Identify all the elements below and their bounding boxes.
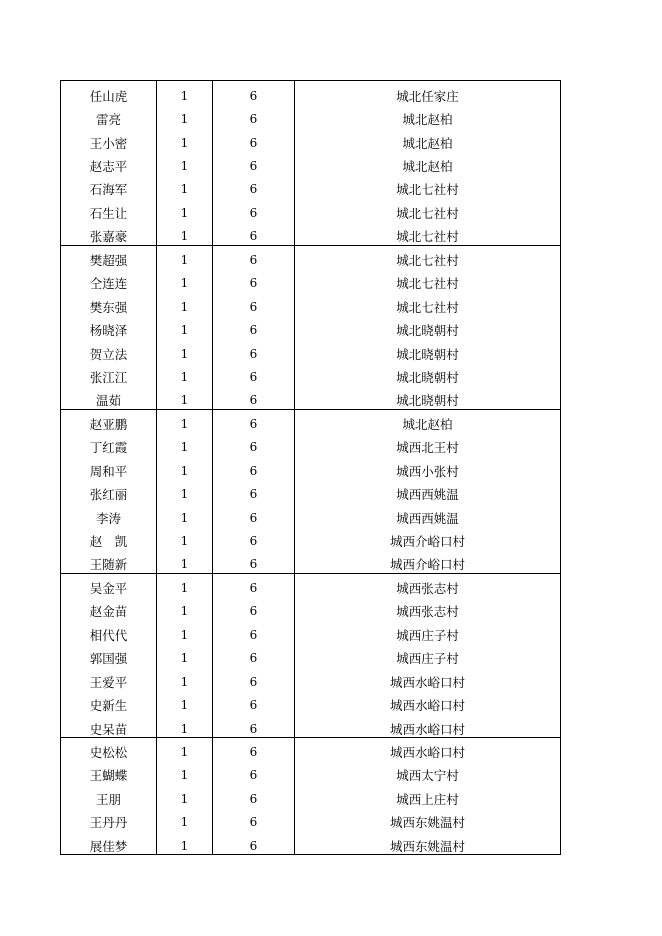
address-cell: 城西水峪口村 — [389, 698, 465, 714]
number-cell: 6 — [213, 410, 295, 432]
table-row — [61, 409, 560, 432]
name-cell: 仝连连 — [61, 269, 157, 292]
address-cell: 城西水峪口村 — [389, 674, 465, 690]
address-cell: 城西水峪口村 — [389, 745, 465, 761]
count-cell: 1 — [157, 433, 213, 456]
count-cell: 1 — [157, 550, 213, 573]
count-cell: 1 — [157, 808, 213, 831]
table-row — [61, 386, 560, 409]
number-cell: 6 — [213, 574, 295, 596]
name-cell: 郭国强 — [61, 644, 157, 667]
table-row — [61, 667, 560, 690]
address-cell: 城西庄子村 — [396, 627, 459, 643]
number-cell: 6 — [213, 128, 295, 151]
address-cell: 城北赵柏 — [402, 417, 453, 433]
address-cell: 城北晓朝村 — [396, 323, 459, 339]
table-row — [61, 831, 560, 854]
number-cell: 6 — [213, 526, 295, 549]
name-cell: 相代代 — [61, 620, 157, 643]
address-cell: 城北晓朝村 — [396, 346, 459, 362]
number-cell: 6 — [213, 433, 295, 456]
count-cell: 1 — [157, 292, 213, 315]
address-cell: 城西水峪口村 — [389, 721, 465, 737]
count-cell: 1 — [157, 81, 213, 104]
name-cell: 赵志平 — [61, 151, 157, 174]
name-cell: 任山虎 — [61, 81, 157, 104]
count-cell: 1 — [157, 738, 213, 760]
count-cell: 1 — [157, 667, 213, 690]
count-cell: 1 — [157, 315, 213, 338]
name-cell: 展佳梦 — [61, 831, 157, 854]
number-cell: 6 — [213, 503, 295, 526]
table-row — [61, 503, 560, 526]
name-cell: 王爱平 — [61, 667, 157, 690]
name-cell: 樊东强 — [61, 292, 157, 315]
count-cell: 1 — [157, 761, 213, 784]
number-cell: 6 — [213, 620, 295, 643]
count-cell: 1 — [157, 479, 213, 502]
table-row — [61, 644, 560, 667]
number-cell: 6 — [213, 550, 295, 573]
address-cell: 城西介峪口村 — [389, 534, 465, 550]
name-cell: 石生让 — [61, 198, 157, 221]
name-cell: 王小密 — [61, 128, 157, 151]
count-cell: 1 — [157, 246, 213, 268]
number-cell: 6 — [213, 738, 295, 760]
name-cell: 王蝴蝶 — [61, 761, 157, 784]
name-cell: 温茹 — [61, 386, 157, 409]
address-cell: 城西介峪口村 — [389, 557, 465, 573]
number-cell: 6 — [213, 644, 295, 667]
data-table — [60, 80, 561, 855]
number-cell: 6 — [213, 386, 295, 409]
name-cell: 张红丽 — [61, 479, 157, 502]
number-cell: 6 — [213, 808, 295, 831]
name-cell: 石海军 — [61, 175, 157, 198]
number-cell: 6 — [213, 597, 295, 620]
name-cell: 史新生 — [61, 690, 157, 713]
table-row — [61, 222, 560, 245]
number-cell: 6 — [213, 269, 295, 292]
address-cell: 城北七社村 — [396, 299, 459, 315]
table-row — [61, 128, 560, 151]
count-cell: 1 — [157, 104, 213, 127]
count-cell: 1 — [157, 456, 213, 479]
address-cell: 城北赵柏 — [402, 112, 453, 128]
count-cell: 1 — [157, 784, 213, 807]
number-cell: 6 — [213, 198, 295, 221]
name-cell: 李涛 — [61, 503, 157, 526]
table-row — [61, 362, 560, 385]
table-row — [61, 339, 560, 362]
table-row — [61, 315, 560, 338]
count-cell: 1 — [157, 597, 213, 620]
number-cell: 6 — [213, 761, 295, 784]
count-cell: 1 — [157, 222, 213, 245]
name-cell: 丁红霞 — [61, 433, 157, 456]
table-row — [61, 198, 560, 221]
count-cell: 1 — [157, 128, 213, 151]
number-cell: 6 — [213, 362, 295, 385]
number-cell: 6 — [213, 456, 295, 479]
address-cell: 城西西姚温 — [396, 487, 459, 503]
count-cell: 1 — [157, 339, 213, 362]
name-cell: 赵金苗 — [61, 597, 157, 620]
number-cell: 6 — [213, 784, 295, 807]
name-cell: 王随新 — [61, 550, 157, 573]
address-cell: 城西东姚温村 — [389, 838, 465, 854]
count-cell: 1 — [157, 198, 213, 221]
table-row — [61, 456, 560, 479]
number-cell: 6 — [213, 690, 295, 713]
table-row — [61, 620, 560, 643]
table-row — [61, 245, 560, 268]
count-cell: 1 — [157, 714, 213, 737]
table-row — [61, 479, 560, 502]
count-cell: 1 — [157, 503, 213, 526]
number-cell: 6 — [213, 831, 295, 854]
number-cell: 6 — [213, 479, 295, 502]
name-cell: 赵亚鹏 — [61, 410, 157, 432]
address-cell: 城西北王村 — [396, 440, 459, 456]
number-cell: 6 — [213, 246, 295, 268]
number-cell: 6 — [213, 104, 295, 127]
address-cell: 城北七社村 — [396, 229, 459, 245]
number-cell: 6 — [213, 151, 295, 174]
table-row — [61, 433, 560, 456]
number-cell: 6 — [213, 81, 295, 104]
table-row — [61, 690, 560, 713]
count-cell: 1 — [157, 526, 213, 549]
name-cell: 史松松 — [61, 738, 157, 760]
table-row — [61, 175, 560, 198]
number-cell: 6 — [213, 315, 295, 338]
name-cell: 张江江 — [61, 362, 157, 385]
address-cell: 城北七社村 — [396, 205, 459, 221]
number-cell: 6 — [213, 222, 295, 245]
number-cell: 6 — [213, 292, 295, 315]
table-row — [61, 151, 560, 174]
name-cell: 杨晓泽 — [61, 315, 157, 338]
address-cell: 城北晓朝村 — [396, 393, 459, 409]
count-cell: 1 — [157, 362, 213, 385]
address-cell: 城北赵柏 — [402, 159, 453, 175]
address-cell: 城西上庄村 — [396, 791, 459, 807]
number-cell: 6 — [213, 714, 295, 737]
name-cell: 樊超强 — [61, 246, 157, 268]
table-row — [61, 597, 560, 620]
count-cell: 1 — [157, 644, 213, 667]
table-row — [61, 714, 560, 737]
count-cell: 1 — [157, 574, 213, 596]
count-cell: 1 — [157, 690, 213, 713]
table-row — [61, 269, 560, 292]
table-row — [61, 573, 560, 596]
count-cell: 1 — [157, 831, 213, 854]
name-cell: 贺立法 — [61, 339, 157, 362]
table-row — [61, 808, 560, 831]
name-cell: 雷亮 — [61, 104, 157, 127]
table-row — [61, 104, 560, 127]
number-cell: 6 — [213, 175, 295, 198]
address-cell: 城西西姚温 — [396, 510, 459, 526]
address-cell: 城北任家庄 — [396, 88, 459, 104]
count-cell: 1 — [157, 620, 213, 643]
table-row — [61, 784, 560, 807]
address-cell: 城北七社村 — [396, 276, 459, 292]
name-cell: 王朋 — [61, 784, 157, 807]
address-cell: 城北晓朝村 — [396, 369, 459, 385]
table-row — [61, 761, 560, 784]
number-cell: 6 — [213, 667, 295, 690]
count-cell: 1 — [157, 386, 213, 409]
address-cell: 城西太宁村 — [396, 768, 459, 784]
name-cell: 张嘉豪 — [61, 222, 157, 245]
count-cell: 1 — [157, 175, 213, 198]
name-cell: 王丹丹 — [61, 808, 157, 831]
address-cell: 城西小张村 — [396, 463, 459, 479]
address-cell: 城北赵柏 — [402, 135, 453, 151]
count-cell: 1 — [157, 151, 213, 174]
count-cell: 1 — [157, 269, 213, 292]
address-cell: 城西张志村 — [396, 604, 459, 620]
address-cell: 城西庄子村 — [396, 651, 459, 667]
address-cell: 城西东姚温村 — [389, 815, 465, 831]
name-cell: 吴金平 — [61, 574, 157, 596]
table-row — [61, 550, 560, 573]
table-row — [61, 737, 560, 760]
count-cell: 1 — [157, 410, 213, 432]
address-cell: 城北七社村 — [396, 253, 459, 269]
name-cell: 史呆苗 — [61, 714, 157, 737]
name-cell: 赵 凯 — [61, 526, 157, 549]
table-row — [61, 526, 560, 549]
address-cell: 城西张志村 — [396, 581, 459, 597]
name-cell: 周和平 — [61, 456, 157, 479]
table-row — [61, 81, 560, 104]
address-cell: 城北七社村 — [396, 182, 459, 198]
number-cell: 6 — [213, 339, 295, 362]
table-row — [61, 292, 560, 315]
